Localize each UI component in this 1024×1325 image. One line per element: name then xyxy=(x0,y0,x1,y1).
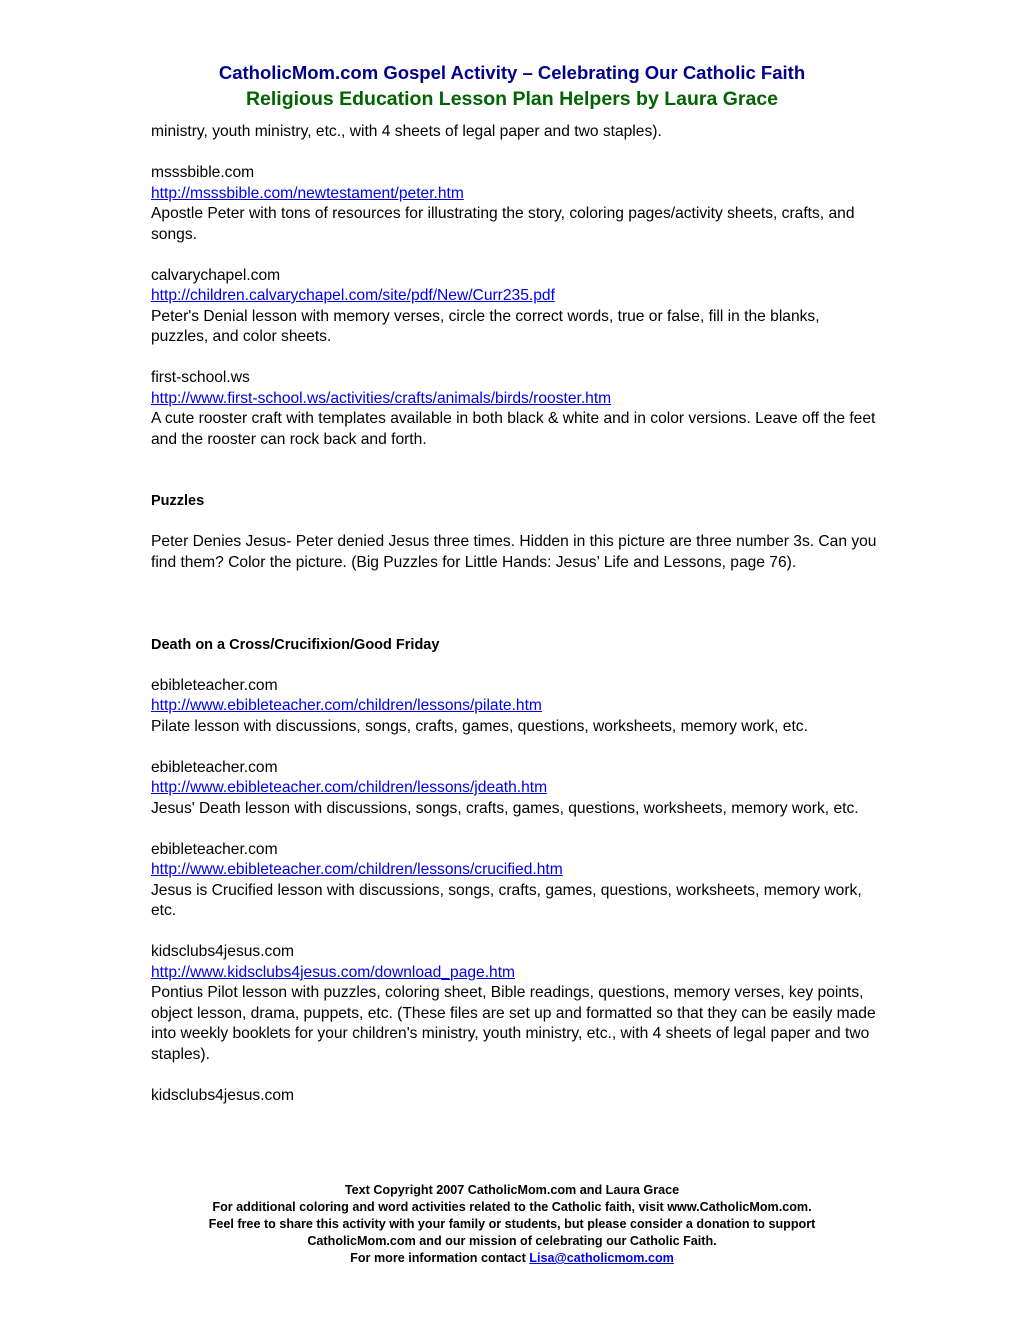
section-heading-death: Death on a Cross/Crucifixion/Good Friday xyxy=(151,636,440,653)
page-header xyxy=(0,60,1024,112)
resource-entry xyxy=(151,840,881,922)
footer-line: For additional coloring and word activities related to the Catholic faith, visit www.CatholicMom.com. xyxy=(212,1200,812,1214)
resource-description: Apostle Peter with tons of resources for illustrating the story, coloring pages/activity sheets, crafts, and songs. xyxy=(151,205,855,243)
resource-link[interactable]: http://msssbible.com/newtestament/peter.htm xyxy=(151,184,464,202)
resource-entry xyxy=(151,676,881,738)
resource-description: Pilate lesson with discussions, songs, crafts, games, questions, worksheets, memory work, etc. xyxy=(151,717,808,735)
section-heading-puzzles: Puzzles xyxy=(151,493,205,509)
page-title: CatholicMom.com Gospel Activity – Celebrating Our Catholic Faith xyxy=(218,62,806,83)
resource-site: msssbible.com xyxy=(151,164,255,181)
resource-site: kidsclubs4jesus.com xyxy=(151,943,295,960)
resource-site: kidsclubs4jesus.com xyxy=(151,1086,295,1104)
intro-continuation: ministry, youth ministry, etc., with 4 sheets of legal paper and two staples). xyxy=(151,123,662,140)
resource-link[interactable]: http://www.kidsclubs4jesus.com/download_page.htm xyxy=(151,963,516,981)
footer-contact-label: For more information contact xyxy=(350,1251,530,1265)
resource-site: calvarychapel.com xyxy=(151,266,281,284)
page-footer xyxy=(0,1182,1024,1267)
puzzles-text: Peter Denies Jesus- Peter denied Jesus three times. Hidden in this picture are three number 3s. Can you find them? Color the picture. (Big Puzzles for Little Hands: Jesus’ Life and Lessons, page 76). xyxy=(151,533,877,571)
footer-line: Feel free to share this activity with your family or students, but please consider a donation to support xyxy=(208,1217,816,1231)
page-subtitle: Religious Education Lesson Plan Helpers by Laura Grace xyxy=(245,88,779,110)
footer-contact xyxy=(0,1250,1024,1267)
resource-link[interactable]: http://www.ebibleteacher.com/children/lessons/jdeath.htm xyxy=(151,779,548,796)
footer-copyright: Text Copyright 2007 CatholicMom.com and Laura Grace xyxy=(344,1183,680,1197)
resource-link[interactable]: http://www.ebibleteacher.com/children/lessons/pilate.htm xyxy=(151,697,542,714)
resource-entry xyxy=(151,266,881,348)
resource-site: first-school.ws xyxy=(151,369,250,386)
resource-link[interactable]: http://www.ebibleteacher.com/children/lessons/crucified.htm xyxy=(151,861,563,878)
resource-description: Jesus' Death lesson with discussions, songs, crafts, games, questions, worksheets, memory work, etc. xyxy=(151,799,859,817)
resource-link[interactable]: http://children.calvarychapel.com/site/pdf/New/Curr235.pdf xyxy=(151,287,555,304)
footer-email-link[interactable]: Lisa@catholicmom.com xyxy=(529,1251,674,1265)
resource-site: ebibleteacher.com xyxy=(151,676,278,694)
resource-description: Jesus is Crucified lesson with discussions, songs, crafts, games, questions, worksheets, memory work, etc. xyxy=(151,881,862,919)
resource-site: ebibleteacher.com xyxy=(151,840,278,858)
resource-site: ebibleteacher.com xyxy=(151,758,278,776)
resource-entry xyxy=(151,758,881,820)
document-body xyxy=(151,122,881,1106)
resource-entry xyxy=(151,163,881,245)
resource-entry xyxy=(151,942,881,1065)
resource-description: A cute rooster craft with templates available in both black & white and in color versions. Leave off the feet and the rooster can rock back and forth. xyxy=(151,410,876,448)
resource-description: Pontius Pilot lesson with puzzles, coloring sheet, Bible readings, questions, memory verses, key points, object lesson, drama, puppets, etc. (These files are set up and formatted so that they can be easily made into weekly booklets for your children's ministry, youth ministry, etc., with 4 sheets of legal paper and two staples). xyxy=(151,984,876,1063)
footer-line: CatholicMom.com and our mission of celebrating our Catholic Faith. xyxy=(307,1234,717,1248)
resource-entry xyxy=(151,368,881,450)
resource-description: Peter's Denial lesson with memory verses, circle the correct words, true or false, fill in the blanks, puzzles, and color sheets. xyxy=(151,307,820,345)
resource-link[interactable]: http://www.first-school.ws/activities/crafts/animals/birds/rooster.htm xyxy=(151,389,612,407)
